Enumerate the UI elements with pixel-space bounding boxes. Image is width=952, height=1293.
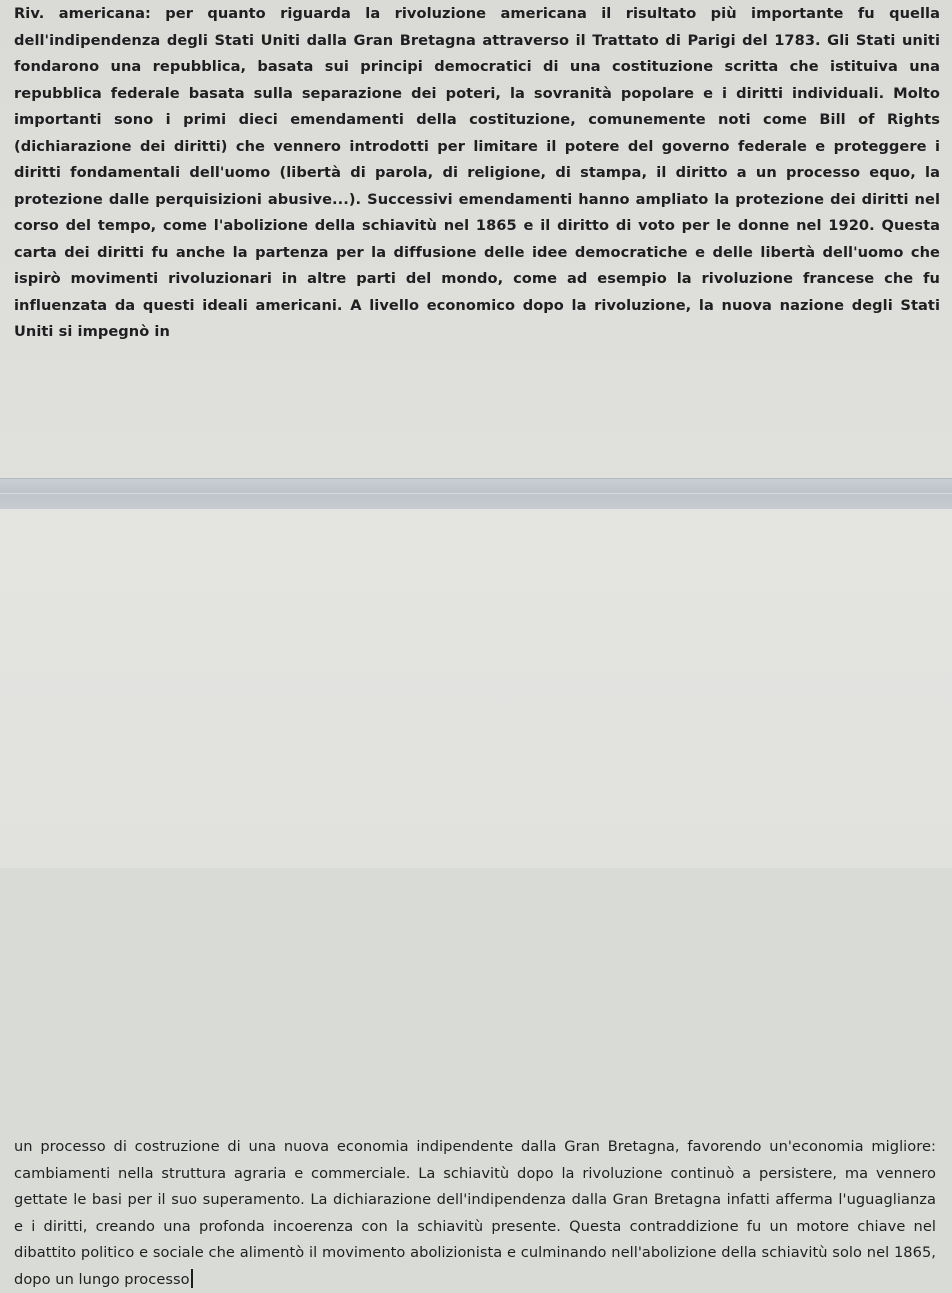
page-break-separator — [0, 478, 952, 510]
page-break-line — [0, 493, 952, 494]
document-page-top — [0, 0, 952, 478]
paragraph-continuation-text[interactable]: un processo di costruzione di una nuova economia indipendente dalla Gran Bretagna, favorendo un'economia migliore: cambiamenti nella struttura agraria e commerciale. La schiavitù dopo la rivoluzione continuò a persistere, ma vennero gettate le basi per il suo superamento. La dichiarazione dell'indipendenza dalla Gran Bretagna infatti afferma l'uguaglianza e i diritti, creando una profonda incoerenza con la schiavitù presente. Questa contraddizione fu un motore chiave nel dibattito politico e sociale che alimentò il movimento abolizionista e culminando nell'abolizione della schiavitù solo nel 1865, dopo un lungo processo — [14, 1138, 936, 1288]
text-cursor — [191, 1269, 193, 1288]
paragraph-bold-intro[interactable]: Riv. americana: per quanto riguarda la rivoluzione americana il risultato più importante fu quella dell'indipendenza degli Stati Uniti dalla Gran Bretagna attraverso il Trattato di Parigi del 1783. Gli Stati uniti fondarono una repubblica, basata sui principi democratici di una costituzione scritta che istituiva una repubblica federale basata sulla separazione dei poteri, la sovranità popolare e i diritti individuali. Molto importanti sono i primi dieci emendamenti della costituzione, comunemente noti come Bill of Rights (dichiarazione dei diritti) che vennero introdotti per limitare il potere del governo federale e proteggere i diritti fondamentali dell'uomo (libertà di parola, di religione, di stampa, il diritto a un processo equo, la protezione dalle perquisizioni abusive...). Successivi emendamenti hanno ampliato la protezione dei diritti nel corso del tempo, come l'abolizione della schiavitù nel 1865 e il diritto di voto per le donne nel 1920. Questa carta dei diritti fu anche la partenza per la diffusione delle idee democratiche e delle libertà dell'uomo che ispirò movimenti rivoluzionari in altre parti del mondo, come ad esempio la rivoluzione francese che fu influenzata da questi ideali americani. A livello economico dopo la rivoluzione, la nuova nazione degli Stati Uniti si impegnò in — [14, 5, 940, 340]
document-page-bottom[interactable] — [0, 509, 952, 1288]
paragraph-continuation[interactable] — [14, 1134, 936, 1293]
